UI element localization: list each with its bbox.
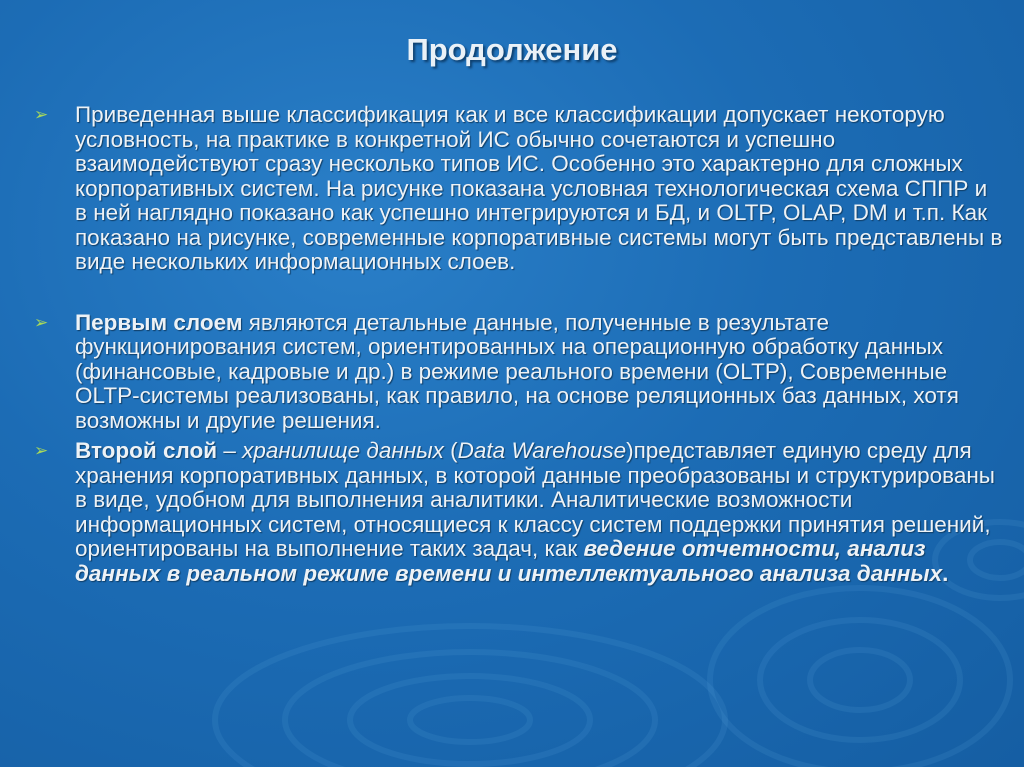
bullet-italic-term: хранилище данных [242,438,444,463]
bullet-item [30,103,1005,275]
arrow-bullet-icon: ➢ [34,312,49,332]
bullet-lead-bold: Первым слоем [75,309,243,335]
arrow-bullet-icon: ➢ [34,441,49,460]
bullet-item [30,311,1005,434]
bullet-text: являются детальные данные, полученные в результате функционирования систем, ориентированных на операционную обработку данных (финансовые, кадровые и др.) в режиме реального времени (OLTP), Современные OLTP-системы реализованы, как правило, на основе реляционных баз данных, хотя возможны и другие решения. [75,309,959,433]
slide-title: Продолжение [406,32,618,67]
bullet-lead-bold: Второй слой [75,438,218,463]
bullet-list [30,103,1005,586]
bullet-italic-term-en: Data Warehouse [457,438,627,463]
bullet-text: Приведенная выше классификация как и все классификации допускает некоторую условность, на практике в конкретной ИС обычно сочетаются и успешно взаимодействуют сразу несколько типов ИС. Особенно это характерно для сложных корпоративных систем. На рисунке показана условная технологическая схема СППР и в ней наглядно показано как успешно интегрируются и БД, и OLTP, OLAP, DM и т.п. Как показано на рисунке, современные корпоративные системы могут быть представлены в виде нескольких информационных слоев. [75,102,1003,274]
arrow-bullet-icon: ➢ [34,105,49,124]
bullet-dash: – [217,438,243,463]
bullet-item [30,439,1005,586]
bullet-paren: ( [443,438,458,463]
bullet-bold-italic-end: ведение отчетности, анализ данных в реальном режиме времени и интеллектуального анализа данных [75,536,943,586]
bullet-final-period: . [942,560,949,586]
bullet-text: )представляет единую среду для хранения корпоративных данных, в которой данные преобразованы и структурированы в виде, удобном для выполнения аналитики. Аналитические возможности информационных систем, относящиеся к классу систем поддержки принятия решений, ориентированы на выполнение таких задач, как [75,438,995,561]
